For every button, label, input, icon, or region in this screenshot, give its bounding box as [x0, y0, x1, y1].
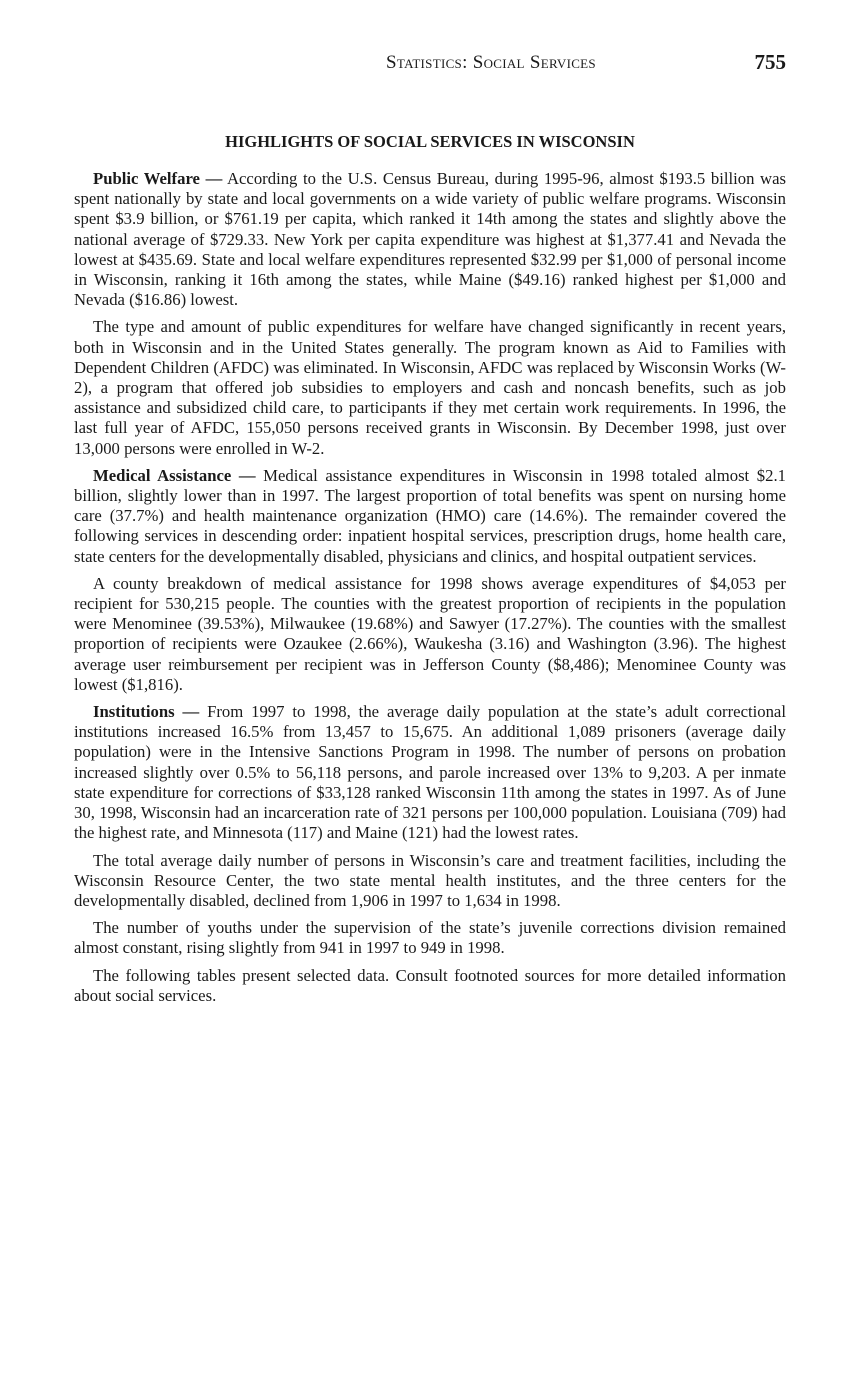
section-lead-public-welfare: Public Welfare —	[93, 169, 223, 188]
paragraph-afdc-changes	[74, 317, 786, 458]
paragraph-county-breakdown	[74, 574, 786, 695]
paragraph-text: According to the U.S. Census Bureau, during 1995-96, almost $193.5 billion was spent nationally by state and local governments on a wide variety of public welfare programs. Wisconsin spent $3.9 billion, or $761.19 per capita, which ranked it 14th among the states and slightly above the national average of $729.33. New York per capita expenditure was highest at $1,377.41 and Nevada the lowest at $435.69. State and local welfare expenditures represented $32.99 per $1,000 of personal income in Wisconsin, ranking it 16th among the states, while Maine ($49.16) ranked highest per $1,000 and Nevada ($16.86) lowest.	[74, 169, 786, 310]
paragraph-text: The total average daily number of persons in Wisconsin’s care and treatment facilities, including the Wisconsin Resource Center, the two state mental health institutes, and the three centers for the developmentally disabled, declined from 1,906 in 1997 to 1,634 in 1998.	[74, 850, 786, 910]
paragraph-text: The number of youths under the supervision of the state’s juvenile corrections division remained almost constant, rising slightly from 941 in 1997 to 949 in 1998.	[74, 918, 786, 958]
section-lead-medical-assistance: Medical Assistance —	[93, 465, 256, 485]
article-body	[74, 169, 786, 1013]
paragraph-institutions	[74, 702, 786, 843]
section-lead-institutions: Institutions —	[93, 702, 200, 722]
paragraph-text: Medical assistance expenditures in Wisconsin in 1998 totaled almost $2.1 billion, slightly lower than in 1997. The largest proportion of total benefits was spent on nursing home care (37.7%) and health maintenance organization (HMO) care (14.6%). The remainder covered the following services in descending order: inpatient hospital services, prescription drugs, home health care, state centers for the developmentally disabled, physicians and clinics, and hospital outpatient services.	[74, 465, 786, 566]
paragraph-text: The type and amount of public expenditures for welfare have changed significantly in recent years, both in Wisconsin and in the United States generally. The program known as Aid to Families with Dependent Children (AFDC) was eliminated. In Wisconsin, AFDC was replaced by Wisconsin Works (W-2), a program that offered job subsidies to employers and cash and noncash benefits, such as job assistance and subsidized child care, to participants if they met certain work requirements. In 1996, the last full year of AFDC, 155,050 persons received grants in Wisconsin. By December 1998, just over 13,000 persons were enrolled in W-2.	[74, 317, 786, 458]
paragraph-juvenile-corrections	[74, 918, 786, 958]
paragraph-text: A county breakdown of medical assistance for 1998 shows average expenditures of $4,053 per recipient for 530,215 people. The counties with the greatest proportion of recipients in the population were Menominee (39.53%), Milwaukee (19.68%) and Sawyer (17.27%). The counties with the smallest proportion of recipients were Ozaukee (2.66%), Waukesha (3.16) and Washington (3.96). The highest average user reimbursement per recipient was in Jefferson County ($8,486); Menominee County was lowest ($1,816).	[74, 573, 786, 694]
paragraph-public-welfare	[74, 169, 786, 310]
page-header	[74, 50, 786, 80]
paragraph-text: The following tables present selected data. Consult footnoted sources for more detailed information about social services.	[74, 965, 786, 1005]
paragraph-medical-assistance	[74, 466, 786, 567]
paragraph-care-facilities	[74, 851, 786, 912]
paragraph-text: From 1997 to 1998, the average daily population at the state’s adult correctional institutions increased 16.5% from 13,457 to 15,675. An additional 1,089 prisoners (average daily population) were in the Intensive Sanctions Program in 1998. The number of persons on probation increased slightly over 0.5% to 56,118 persons, and parole increased over 13% to 9,203. A per inmate state expenditure for corrections of $33,128 ranked Wisconsin 11th among the states in 1997. As of June 30, 1998, Wisconsin had an incarceration rate of 321 persons per 100,000 population. Louisiana (709) had the highest rate, and Minnesota (117) and Maine (121) had the lowest rates.	[74, 702, 786, 843]
running-head: Statistics: Social Services	[386, 52, 596, 73]
page-title: HIGHLIGHTS OF SOCIAL SERVICES IN WISCONSIN	[225, 132, 635, 151]
paragraph-tables-note	[74, 966, 786, 1006]
page-number: 755	[754, 50, 786, 74]
